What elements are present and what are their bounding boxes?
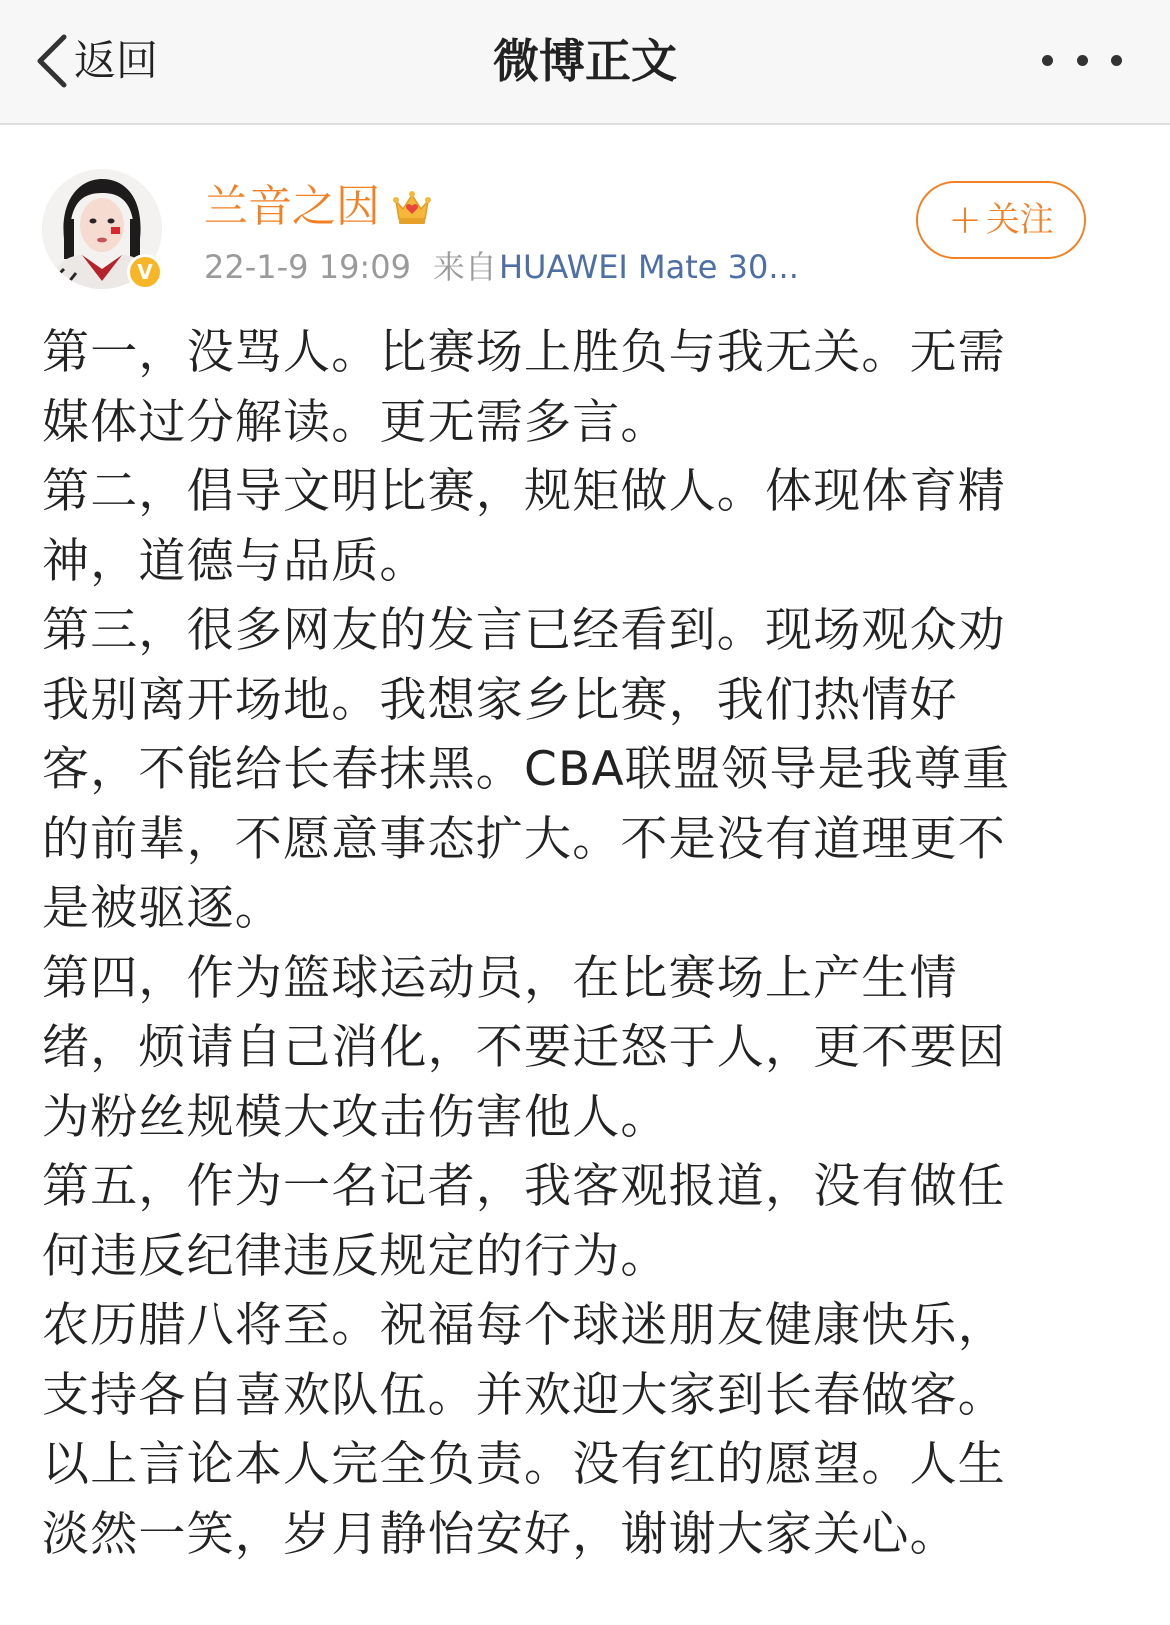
source-device-link[interactable]: HUAWEI Mate 30...	[498, 248, 799, 286]
back-label: 返回	[74, 36, 159, 85]
more-horizontal-icon	[1042, 55, 1122, 66]
post-timestamp: 22-1-9 19:09	[204, 248, 411, 286]
post-author-header	[0, 125, 1170, 300]
page-title: 微博正文	[493, 34, 677, 88]
plus-icon: +	[948, 197, 982, 243]
post-paragraph-3: 第三，很多网友的发言已经看到。现场观众劝我别离开场地。我想家乡比赛，我们热情好客，不能给长春抹黑。CBA联盟领导是我尊重的前辈，不愿意事态扩大。不是没有道理更不是被驱逐。	[42, 603, 1011, 936]
post-paragraph-2: 第二，倡导文明比赛，规矩做人。体现体育精神，道德与品质。	[42, 464, 1006, 589]
post-paragraph-5: 第五，作为一名记者，我客观报道，没有做任何违反纪律违反规定的行为。	[42, 1159, 1006, 1284]
more-options-button[interactable]	[1042, 40, 1122, 80]
author-name[interactable]: 兰音之因	[204, 181, 380, 232]
author-name-row	[204, 177, 434, 237]
follow-button[interactable]	[916, 181, 1086, 259]
verified-badge-icon: V	[127, 254, 163, 290]
nav-bar	[0, 0, 1170, 125]
source-prefix: 来自	[432, 248, 497, 286]
follow-label: 关注	[985, 200, 1054, 240]
crown-icon	[390, 185, 434, 229]
post-content	[42, 318, 1052, 1569]
post-meta	[204, 245, 799, 289]
post-paragraph-4: 第四，作为篮球运动员，在比赛场上产生情绪，烦请自己消化，不要迁怒于人，更不要因为粉丝规模大攻击伤害他人。	[42, 950, 1006, 1145]
post-paragraph-6: 农历腊八将至。祝福每个球迷朋友健康快乐，支持各自喜欢队伍。并欢迎大家到长春做客。以上言论本人完全负责。没有红的愿望。人生淡然一笑，岁月静怡安好，谢谢大家关心。	[42, 1298, 1006, 1562]
post-paragraph-1: 第一，没骂人。比赛场上胜负与我无关。无需媒体过分解读。更无需多言。	[42, 325, 1006, 450]
